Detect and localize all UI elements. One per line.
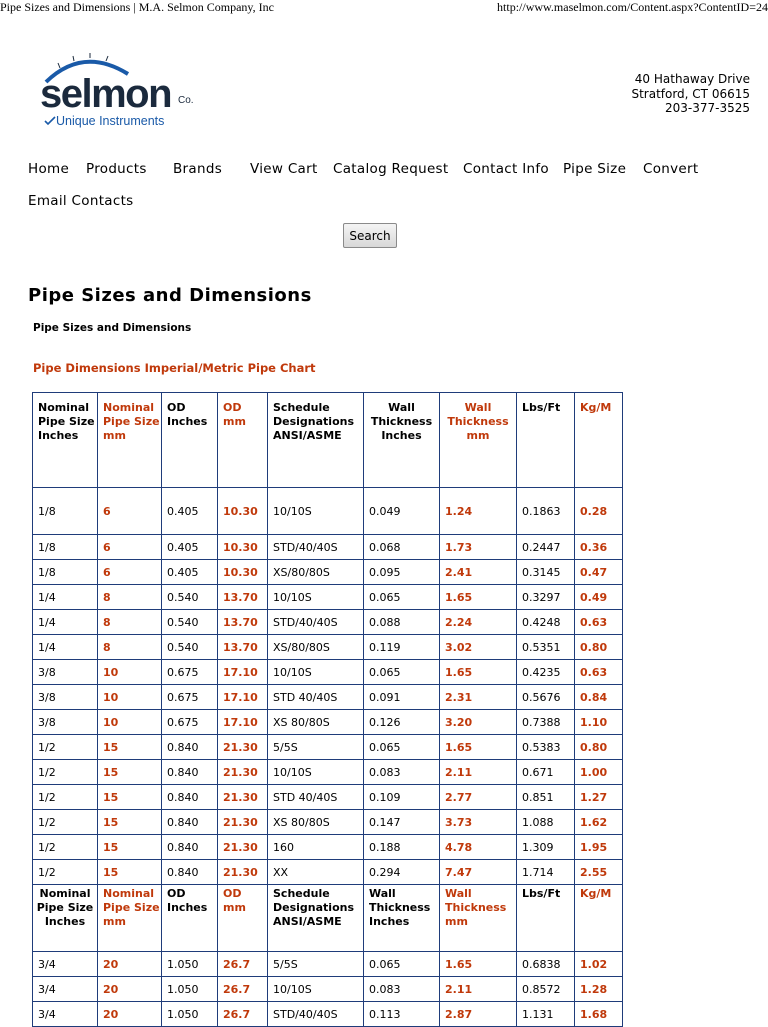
address-street: 40 Hathaway Drive bbox=[634, 72, 750, 86]
cell-nominal-mm: 10 bbox=[98, 710, 162, 735]
header-wall-inches: Wall Thickness Inches bbox=[364, 885, 440, 952]
nav-email-contacts[interactable]: Email Contacts bbox=[28, 193, 134, 209]
cell-nominal-mm: 8 bbox=[98, 610, 162, 635]
cell-wall-inches: 0.065 bbox=[364, 735, 440, 760]
table-header-row bbox=[33, 885, 623, 952]
cell-lbs-ft: 0.5383 bbox=[517, 735, 575, 760]
cell-kg-m: 2.55 bbox=[575, 860, 623, 885]
cell-od-mm: 26.7 bbox=[218, 952, 268, 977]
cell-nominal-inches: 1/2 bbox=[33, 735, 98, 760]
cell-wall-inches: 0.109 bbox=[364, 785, 440, 810]
cell-od-inches: 0.840 bbox=[162, 735, 218, 760]
cell-wall-mm: 2.11 bbox=[440, 760, 517, 785]
header-nominal-mm: Nominal Pipe Size mm bbox=[98, 885, 162, 952]
cell-od-inches: 0.840 bbox=[162, 835, 218, 860]
table-row bbox=[33, 535, 623, 560]
search-button[interactable]: Search bbox=[343, 223, 397, 248]
cell-lbs-ft: 0.4248 bbox=[517, 610, 575, 635]
header-nominal-mm: Nominal Pipe Size mm bbox=[98, 393, 162, 488]
header-od-mm: OD mm bbox=[218, 885, 268, 952]
cell-kg-m: 1.00 bbox=[575, 760, 623, 785]
cell-lbs-ft: 1.309 bbox=[517, 835, 575, 860]
cell-nominal-inches: 1/4 bbox=[33, 585, 98, 610]
table-row bbox=[33, 785, 623, 810]
print-page-url: http://www.maselmon.com/Content.aspx?ContentID=24 bbox=[497, 0, 768, 14]
header-od-mm: OD mm bbox=[218, 393, 268, 488]
table-row bbox=[33, 585, 623, 610]
cell-od-mm: 10.30 bbox=[218, 488, 268, 535]
cell-nominal-inches: 1/2 bbox=[33, 760, 98, 785]
cell-kg-m: 1.62 bbox=[575, 810, 623, 835]
header-wall-mm: Wall Thickness mm bbox=[440, 393, 517, 488]
cell-od-mm: 21.30 bbox=[218, 810, 268, 835]
cell-nominal-inches: 1/8 bbox=[33, 488, 98, 535]
cell-schedule: 10/10S bbox=[268, 977, 364, 1002]
cell-schedule: 5/5S bbox=[268, 735, 364, 760]
cell-od-mm: 13.70 bbox=[218, 610, 268, 635]
cell-wall-inches: 0.091 bbox=[364, 685, 440, 710]
nav-products[interactable]: Products bbox=[86, 161, 147, 177]
cell-schedule: 160 bbox=[268, 835, 364, 860]
table-row bbox=[33, 760, 623, 785]
header-wall-mm: Wall Thickness mm bbox=[440, 885, 517, 952]
cell-nominal-mm: 20 bbox=[98, 977, 162, 1002]
table-row bbox=[33, 860, 623, 885]
selmon-logo[interactable] bbox=[38, 52, 198, 132]
cell-od-inches: 0.405 bbox=[162, 560, 218, 585]
table-row bbox=[33, 952, 623, 977]
header-nominal-inches: Nominal Pipe Size Inches bbox=[33, 885, 98, 952]
header-wall-inches: Wall Thickness Inches bbox=[364, 393, 440, 488]
cell-wall-inches: 0.088 bbox=[364, 610, 440, 635]
cell-nominal-inches: 3/8 bbox=[33, 710, 98, 735]
cell-lbs-ft: 0.671 bbox=[517, 760, 575, 785]
cell-nominal-mm: 8 bbox=[98, 635, 162, 660]
nav-brands[interactable]: Brands bbox=[173, 161, 223, 177]
cell-nominal-mm: 15 bbox=[98, 760, 162, 785]
table-row bbox=[33, 810, 623, 835]
checkmark-icon bbox=[44, 116, 56, 126]
cell-wall-inches: 0.049 bbox=[364, 488, 440, 535]
cell-od-mm: 21.30 bbox=[218, 785, 268, 810]
cell-od-mm: 17.10 bbox=[218, 660, 268, 685]
cell-od-inches: 0.540 bbox=[162, 585, 218, 610]
print-header bbox=[0, 0, 768, 16]
cell-nominal-inches: 1/2 bbox=[33, 785, 98, 810]
cell-wall-inches: 0.188 bbox=[364, 835, 440, 860]
cell-od-mm: 26.7 bbox=[218, 1002, 268, 1027]
cell-schedule: STD/40/40S bbox=[268, 535, 364, 560]
cell-lbs-ft: 0.3297 bbox=[517, 585, 575, 610]
cell-wall-mm: 3.02 bbox=[440, 635, 517, 660]
cell-schedule: XS 80/80S bbox=[268, 810, 364, 835]
cell-nominal-mm: 6 bbox=[98, 488, 162, 535]
cell-nominal-inches: 1/8 bbox=[33, 560, 98, 585]
cell-od-mm: 17.10 bbox=[218, 710, 268, 735]
nav-convert[interactable]: Convert bbox=[643, 161, 699, 177]
cell-wall-mm: 1.24 bbox=[440, 488, 517, 535]
cell-nominal-inches: 3/4 bbox=[33, 952, 98, 977]
page-subtitle: Pipe Sizes and Dimensions bbox=[33, 322, 192, 334]
cell-lbs-ft: 0.4235 bbox=[517, 660, 575, 685]
cell-lbs-ft: 0.6838 bbox=[517, 952, 575, 977]
cell-od-inches: 0.840 bbox=[162, 860, 218, 885]
cell-kg-m: 0.84 bbox=[575, 685, 623, 710]
cell-wall-inches: 0.119 bbox=[364, 635, 440, 660]
cell-lbs-ft: 0.1863 bbox=[517, 488, 575, 535]
cell-wall-mm: 4.78 bbox=[440, 835, 517, 860]
cell-lbs-ft: 1.131 bbox=[517, 1002, 575, 1027]
cell-schedule: 10/10S bbox=[268, 660, 364, 685]
address-phone: 203-377-3525 bbox=[664, 101, 750, 115]
print-page-title: Pipe Sizes and Dimensions | M.A. Selmon Company, Inc bbox=[0, 0, 274, 14]
table-row bbox=[33, 685, 623, 710]
cell-nominal-inches: 1/2 bbox=[33, 835, 98, 860]
cell-nominal-mm: 6 bbox=[98, 560, 162, 585]
table-row bbox=[33, 710, 623, 735]
cell-nominal-mm: 15 bbox=[98, 835, 162, 860]
header-lbs-ft: Lbs/Ft bbox=[517, 393, 575, 488]
header-lbs-ft: Lbs/Ft bbox=[517, 885, 575, 952]
cell-od-inches: 0.540 bbox=[162, 635, 218, 660]
cell-kg-m: 1.10 bbox=[575, 710, 623, 735]
cell-od-inches: 1.050 bbox=[162, 952, 218, 977]
cell-nominal-mm: 6 bbox=[98, 535, 162, 560]
cell-wall-mm: 2.11 bbox=[440, 977, 517, 1002]
table-row bbox=[33, 835, 623, 860]
cell-lbs-ft: 0.2447 bbox=[517, 535, 575, 560]
cell-kg-m: 0.28 bbox=[575, 488, 623, 535]
cell-kg-m: 0.80 bbox=[575, 735, 623, 760]
cell-od-inches: 1.050 bbox=[162, 1002, 218, 1027]
cell-schedule: 5/5S bbox=[268, 952, 364, 977]
table-row bbox=[33, 488, 623, 535]
cell-lbs-ft: 1.088 bbox=[517, 810, 575, 835]
cell-od-inches: 0.675 bbox=[162, 660, 218, 685]
cell-od-inches: 0.840 bbox=[162, 760, 218, 785]
cell-od-mm: 21.30 bbox=[218, 735, 268, 760]
cell-schedule: XS/80/80S bbox=[268, 560, 364, 585]
cell-nominal-inches: 1/4 bbox=[33, 610, 98, 635]
cell-nominal-inches: 1/2 bbox=[33, 810, 98, 835]
logo-wordmark: selmon bbox=[40, 72, 172, 116]
pipe-dimensions-table bbox=[32, 392, 623, 1027]
cell-wall-mm: 2.31 bbox=[440, 685, 517, 710]
cell-wall-mm: 1.65 bbox=[440, 660, 517, 685]
cell-od-mm: 13.70 bbox=[218, 585, 268, 610]
cell-wall-mm: 1.65 bbox=[440, 952, 517, 977]
cell-nominal-inches: 1/4 bbox=[33, 635, 98, 660]
cell-lbs-ft: 0.8572 bbox=[517, 977, 575, 1002]
cell-wall-inches: 0.065 bbox=[364, 585, 440, 610]
cell-wall-mm: 1.65 bbox=[440, 585, 517, 610]
nav-pipe-size[interactable]: Pipe Size bbox=[563, 161, 627, 177]
cell-kg-m: 1.27 bbox=[575, 785, 623, 810]
address-city: Stratford, CT 06615 bbox=[631, 86, 750, 101]
cell-nominal-inches: 3/4 bbox=[33, 1002, 98, 1027]
table-row bbox=[33, 1002, 623, 1027]
cell-schedule: STD 40/40S bbox=[268, 685, 364, 710]
cell-schedule: XX bbox=[268, 860, 364, 885]
cell-wall-inches: 0.294 bbox=[364, 860, 440, 885]
cell-od-inches: 0.675 bbox=[162, 710, 218, 735]
cell-od-inches: 0.405 bbox=[162, 535, 218, 560]
header-schedule: Schedule Designations ANSI/ASME bbox=[268, 393, 364, 488]
cell-nominal-mm: 10 bbox=[98, 660, 162, 685]
cell-od-mm: 13.70 bbox=[218, 635, 268, 660]
header-od-inches: OD Inches bbox=[162, 885, 218, 952]
cell-lbs-ft: 0.3145 bbox=[517, 560, 575, 585]
cell-kg-m: 1.68 bbox=[575, 1002, 623, 1027]
cell-kg-m: 0.80 bbox=[575, 635, 623, 660]
logo-tagline: Unique Instruments bbox=[56, 114, 165, 128]
chart-title: Pipe Dimensions Imperial/Metric Pipe Chart bbox=[33, 361, 316, 375]
cell-od-mm: 21.30 bbox=[218, 835, 268, 860]
cell-nominal-inches: 3/8 bbox=[33, 660, 98, 685]
cell-schedule: 10/10S bbox=[268, 585, 364, 610]
nav-contact-info[interactable]: Contact Info bbox=[463, 161, 549, 177]
cell-od-inches: 0.675 bbox=[162, 685, 218, 710]
cell-wall-inches: 0.095 bbox=[364, 560, 440, 585]
cell-schedule: STD/40/40S bbox=[268, 610, 364, 635]
cell-wall-inches: 0.065 bbox=[364, 660, 440, 685]
cell-kg-m: 1.28 bbox=[575, 977, 623, 1002]
cell-wall-inches: 0.126 bbox=[364, 710, 440, 735]
cell-kg-m: 0.63 bbox=[575, 660, 623, 685]
cell-schedule: 10/10S bbox=[268, 760, 364, 785]
cell-nominal-mm: 10 bbox=[98, 685, 162, 710]
cell-wall-mm: 1.73 bbox=[440, 535, 517, 560]
cell-nominal-mm: 15 bbox=[98, 735, 162, 760]
cell-od-mm: 21.30 bbox=[218, 860, 268, 885]
page-title: Pipe Sizes and Dimensions bbox=[28, 285, 312, 306]
logo-suffix: Co. bbox=[178, 95, 194, 106]
cell-schedule: XS 80/80S bbox=[268, 710, 364, 735]
nav-catalog-request[interactable]: Catalog Request bbox=[333, 161, 449, 177]
cell-kg-m: 1.95 bbox=[575, 835, 623, 860]
nav-home[interactable]: Home bbox=[28, 161, 70, 177]
cell-nominal-mm: 8 bbox=[98, 585, 162, 610]
cell-od-mm: 26.7 bbox=[218, 977, 268, 1002]
cell-wall-mm: 2.24 bbox=[440, 610, 517, 635]
cell-kg-m: 1.02 bbox=[575, 952, 623, 977]
table-row bbox=[33, 735, 623, 760]
cell-od-inches: 0.840 bbox=[162, 810, 218, 835]
cell-kg-m: 0.36 bbox=[575, 535, 623, 560]
cell-od-mm: 10.30 bbox=[218, 560, 268, 585]
cell-wall-inches: 0.147 bbox=[364, 810, 440, 835]
table-row bbox=[33, 660, 623, 685]
cell-wall-mm: 1.65 bbox=[440, 735, 517, 760]
table-row bbox=[33, 560, 623, 585]
cell-schedule: XS/80/80S bbox=[268, 635, 364, 660]
cell-od-mm: 10.30 bbox=[218, 535, 268, 560]
header-od-inches: OD Inches bbox=[162, 393, 218, 488]
table-row bbox=[33, 610, 623, 635]
cell-nominal-mm: 20 bbox=[98, 952, 162, 977]
cell-wall-mm: 7.47 bbox=[440, 860, 517, 885]
cell-schedule: 10/10S bbox=[268, 488, 364, 535]
header-kg-m: Kg/M bbox=[575, 393, 623, 488]
cell-wall-mm: 2.41 bbox=[440, 560, 517, 585]
cell-od-mm: 17.10 bbox=[218, 685, 268, 710]
table-row bbox=[33, 635, 623, 660]
cell-od-inches: 0.840 bbox=[162, 785, 218, 810]
cell-schedule: STD 40/40S bbox=[268, 785, 364, 810]
cell-wall-inches: 0.068 bbox=[364, 535, 440, 560]
cell-lbs-ft: 1.714 bbox=[517, 860, 575, 885]
cell-wall-mm: 2.87 bbox=[440, 1002, 517, 1027]
cell-lbs-ft: 0.7388 bbox=[517, 710, 575, 735]
cell-nominal-inches: 3/8 bbox=[33, 685, 98, 710]
cell-nominal-mm: 15 bbox=[98, 860, 162, 885]
cell-nominal-inches: 1/8 bbox=[33, 535, 98, 560]
cell-wall-inches: 0.083 bbox=[364, 760, 440, 785]
cell-kg-m: 0.47 bbox=[575, 560, 623, 585]
cell-kg-m: 0.49 bbox=[575, 585, 623, 610]
cell-kg-m: 0.63 bbox=[575, 610, 623, 635]
cell-schedule: STD/40/40S bbox=[268, 1002, 364, 1027]
cell-lbs-ft: 0.851 bbox=[517, 785, 575, 810]
cell-od-mm: 21.30 bbox=[218, 760, 268, 785]
cell-wall-inches: 0.113 bbox=[364, 1002, 440, 1027]
table-header-row bbox=[33, 393, 623, 488]
cell-od-inches: 0.540 bbox=[162, 610, 218, 635]
cell-wall-inches: 0.065 bbox=[364, 952, 440, 977]
cell-lbs-ft: 0.5676 bbox=[517, 685, 575, 710]
nav-view-cart[interactable]: View Cart bbox=[250, 161, 318, 177]
cell-lbs-ft: 0.5351 bbox=[517, 635, 575, 660]
company-address bbox=[631, 72, 750, 116]
cell-od-inches: 1.050 bbox=[162, 977, 218, 1002]
cell-wall-mm: 3.20 bbox=[440, 710, 517, 735]
cell-wall-mm: 3.73 bbox=[440, 810, 517, 835]
header-kg-m: Kg/M bbox=[575, 885, 623, 952]
cell-wall-mm: 2.77 bbox=[440, 785, 517, 810]
cell-od-inches: 0.405 bbox=[162, 488, 218, 535]
table-row bbox=[33, 977, 623, 1002]
header-schedule: Schedule Designations ANSI/ASME bbox=[268, 885, 364, 952]
cell-nominal-mm: 20 bbox=[98, 1002, 162, 1027]
header-nominal-inches: Nominal Pipe Size Inches bbox=[33, 393, 98, 488]
cell-wall-inches: 0.083 bbox=[364, 977, 440, 1002]
cell-nominal-inches: 3/4 bbox=[33, 977, 98, 1002]
cell-nominal-inches: 1/2 bbox=[33, 860, 98, 885]
cell-nominal-mm: 15 bbox=[98, 785, 162, 810]
cell-nominal-mm: 15 bbox=[98, 810, 162, 835]
